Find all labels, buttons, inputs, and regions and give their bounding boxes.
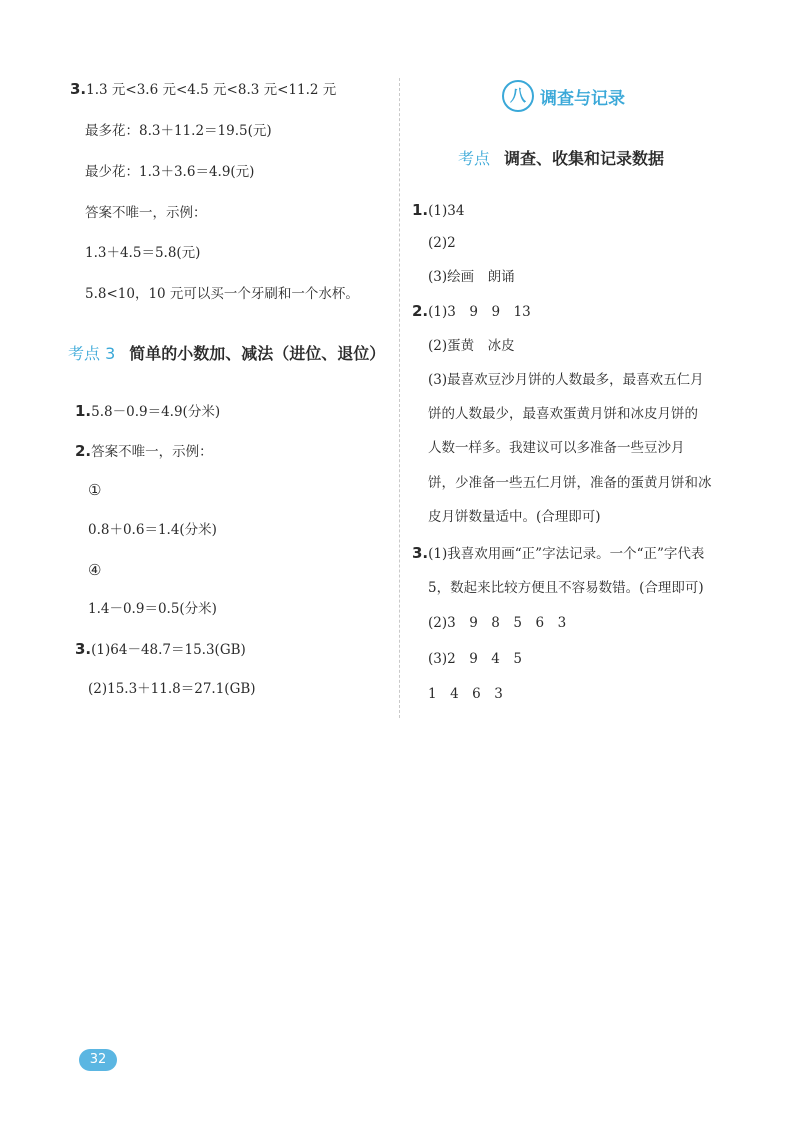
right-answer-2-line-1	[412, 302, 531, 321]
answer-3b-line-2: (2)15.3＋11.8＝27.1(GB)	[88, 681, 256, 697]
answer-text: 1.3 元<3.6 元<4.5 元<8.3 元<11.2 元	[86, 82, 337, 98]
right-answer-1-line-1	[412, 201, 464, 220]
answer-1-line-1	[75, 402, 220, 421]
chapter-number-badge: 八	[502, 80, 534, 112]
right-answer-2-line-6: 饼，少准备一些五仁月饼，准备的蛋黄月饼和冰	[428, 475, 712, 491]
answer-2-line-2: ①	[88, 481, 102, 499]
column-divider	[399, 78, 400, 718]
answer-text: (1)64－48.7＝15.3(GB)	[91, 642, 246, 658]
chapter-header	[502, 80, 625, 112]
question-number: 1.	[75, 402, 92, 420]
section-tag: 考点 3	[68, 344, 116, 363]
answer-2-line-4: ④	[88, 561, 102, 579]
answer-3-line-4: 答案不唯一，示例：	[85, 205, 207, 221]
right-answer-3-line-2: 5，数起来比较方便且不容易数错。(合理即可)	[428, 580, 704, 596]
page-number-badge: 32	[79, 1049, 117, 1071]
question-number: 2.	[412, 302, 429, 320]
answer-text: (1)3 9 9 13	[428, 304, 531, 320]
section-title: 简单的小数加、减法（进位、退位）	[129, 344, 386, 363]
answer-2-line-3: 0.8＋0.6＝1.4(分米)	[88, 522, 217, 538]
question-number: 3.	[70, 80, 87, 98]
answer-3-line-3: 最少花：1.3＋3.6＝4.9(元)	[85, 164, 255, 180]
answer-3-line-2: 最多花：8.3＋11.2＝19.5(元)	[85, 123, 272, 139]
answer-text: 5.8－0.9＝4.9(分米)	[91, 404, 221, 420]
right-answer-2-line-7: 皮月饼数量适中。(合理即可)	[428, 509, 601, 525]
answer-3-line-5: 1.3＋4.5＝5.8(元)	[85, 245, 201, 261]
section-heading-kaodian-3	[68, 341, 385, 364]
right-answer-3-line-3: (2)3 9 8 5 6 3	[428, 615, 567, 631]
answer-text: (1)34	[428, 203, 465, 219]
right-answer-2-line-2: (2)蛋黄 冰皮	[428, 338, 515, 354]
right-answer-1-line-2: (2)2	[428, 235, 456, 251]
chapter-title: 调查与记录	[540, 88, 625, 109]
right-answer-2-line-3: (3)最喜欢豆沙月饼的人数最多，最喜欢五仁月	[428, 372, 704, 388]
question-number: 3.	[412, 544, 429, 562]
section-title: 调查、收集和记录数据	[504, 149, 665, 168]
answer-3b-line-1	[75, 640, 246, 659]
right-answer-3-line-5: 1 4 6 3	[428, 686, 503, 702]
section-heading-kaodian	[458, 146, 664, 169]
question-number: 1.	[412, 201, 429, 219]
right-answer-2-line-5: 人数一样多。我建议可以多准备一些豆沙月	[428, 440, 685, 456]
right-answer-2-line-4: 饼的人数最少，最喜欢蛋黄月饼和冰皮月饼的	[428, 406, 698, 422]
answer-2-line-5: 1.4－0.9＝0.5(分米)	[88, 601, 217, 617]
right-answer-3-line-1	[412, 544, 704, 563]
question-number: 2.	[75, 442, 92, 460]
answer-text: (1)我喜欢用画“正”字法记录。一个“正”字代表	[428, 546, 705, 562]
answer-2-line-1	[75, 442, 213, 461]
answer-3-line-1	[70, 80, 336, 99]
section-tag: 考点	[458, 149, 491, 168]
answer-3-line-6: 5.8<10，10 元可以买一个牙刷和一个水杯。	[85, 286, 359, 302]
question-number: 3.	[75, 640, 92, 658]
answer-text: 答案不唯一，示例：	[91, 444, 213, 460]
right-answer-1-line-3: (3)绘画 朗诵	[428, 269, 515, 285]
right-answer-3-line-4: (3)2 9 4 5	[428, 651, 522, 667]
